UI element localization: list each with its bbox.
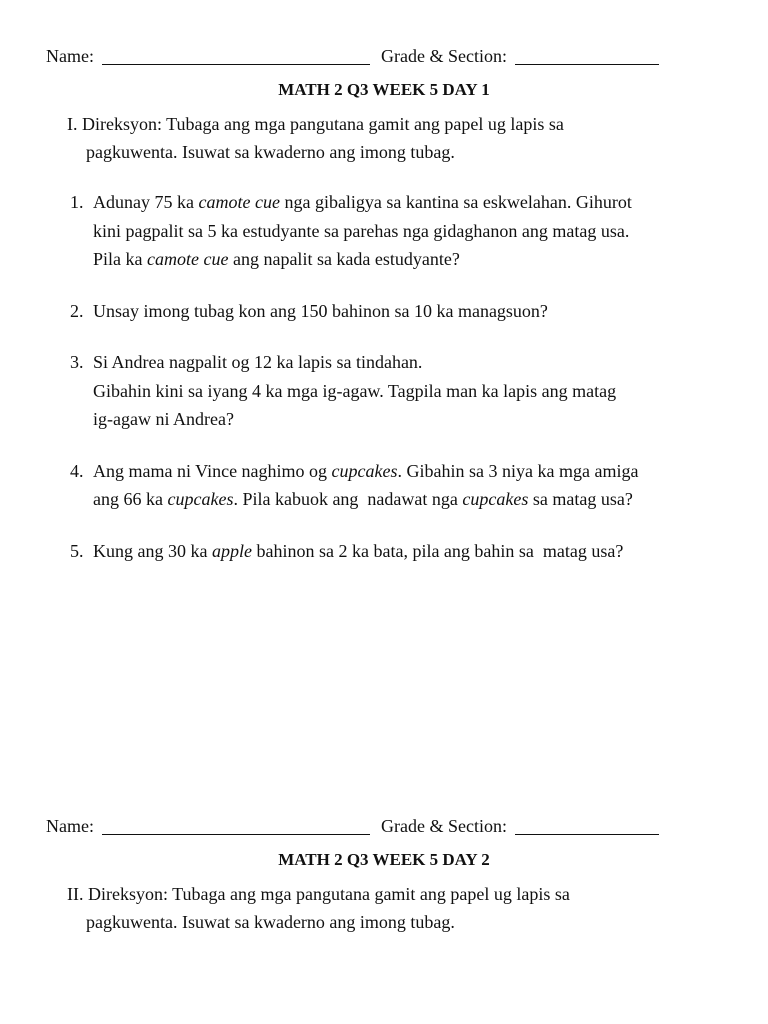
directions-line-1: I. Direksyon: Tubaga ang mga pangutana gamit ang papel ug lapis sa [67, 114, 564, 134]
question-text-italic: apple [211, 540, 252, 561]
name-label: Name: [46, 46, 94, 66]
name-label: Name: [46, 816, 94, 836]
question-number: 5. [70, 540, 84, 561]
question-text-line: Gibahin kini sa iyang 4 ka mga ig-agaw. Tagpila man ka lapis ang matag [93, 380, 617, 401]
question-text [70, 297, 730, 326]
grade-section-blank[interactable] [515, 816, 659, 835]
question-text-line: ig-agaw ni Andrea? [93, 409, 234, 429]
name-blank[interactable] [102, 816, 370, 835]
question-text-italic: cupcakes [331, 460, 398, 481]
question-text [70, 537, 730, 566]
directions-line-1: II. Direksyon: Tubaga ang mga pangutana gamit ang papel ug lapis sa [67, 884, 570, 904]
name-blank[interactable] [102, 46, 370, 65]
question-item [70, 457, 730, 514]
question-text-line: kini pagpalit sa 5 ka estudyante sa parehas nga gidaghanon ang matag usa. [93, 220, 630, 241]
grade-section-blank[interactable] [515, 46, 659, 65]
question-text-segment: . Pila kabuok ang nadawat nga [233, 489, 463, 509]
name-grade-line [46, 44, 768, 68]
question-text-italic: camote cue [198, 192, 280, 212]
question-text-italic: cupcakes [462, 489, 529, 509]
grade-section-label: Grade & Section: [380, 46, 507, 66]
question-text-segment: ang napalit sa kada estudyante? [228, 249, 460, 269]
worksheet-title: MATH 2 Q3 WEEK 5 DAY 1 [278, 80, 490, 99]
question-number: 2. [70, 300, 84, 321]
question-text-segment: Kung ang 30 ka [93, 540, 212, 561]
name-grade-line [46, 814, 768, 838]
question-text-segment: bahinon sa 2 ka bata, pila ang bahin sa matag usa? [251, 540, 624, 561]
worksheet-title: MATH 2 Q3 WEEK 5 DAY 2 [278, 850, 490, 869]
directions-line-2: pagkuwenta. Isuwat sa kwaderno ang imong tubag. [86, 912, 455, 932]
directions [67, 110, 687, 166]
question-list [0, 188, 768, 565]
question-text-segment: Adunay 75 ka [93, 192, 199, 212]
day2-section [0, 814, 768, 936]
question-text [70, 348, 730, 434]
question-text-segment: sa matag usa? [528, 489, 633, 509]
question-item [70, 297, 730, 326]
question-text-segment: nga gibaligya sa kantina sa eskwelahan. Gihurot [279, 192, 632, 212]
grade-section-label: Grade & Section: [380, 816, 507, 836]
question-text-line: Unsay imong tubag kon ang 150 bahinon sa 10 ka managsuon? [93, 300, 548, 321]
question-text-italic: cupcakes [167, 489, 234, 509]
question-text-segment: Ang mama ni Vince naghimo og [93, 460, 332, 481]
question-number: 4. [70, 460, 84, 481]
directions [67, 880, 687, 936]
question-number: 1. [70, 192, 84, 212]
day1-section [0, 44, 768, 588]
question-item [70, 537, 730, 566]
question-text-italic: camote cue [147, 249, 229, 269]
question-text-segment: ang 66 ka [93, 489, 168, 509]
question-text [70, 457, 730, 514]
question-text-segment: Pila ka [93, 249, 147, 269]
question-item [70, 188, 730, 274]
question-item [70, 348, 730, 434]
question-text-segment: . Gibahin sa 3 niya ka mga amiga [397, 460, 639, 481]
directions-line-2: pagkuwenta. Isuwat sa kwaderno ang imong tubag. [86, 142, 455, 162]
question-number: 3. [70, 352, 84, 372]
question-text [70, 188, 730, 274]
question-text-line: Si Andrea nagpalit og 12 ka lapis sa tindahan. [93, 352, 423, 372]
